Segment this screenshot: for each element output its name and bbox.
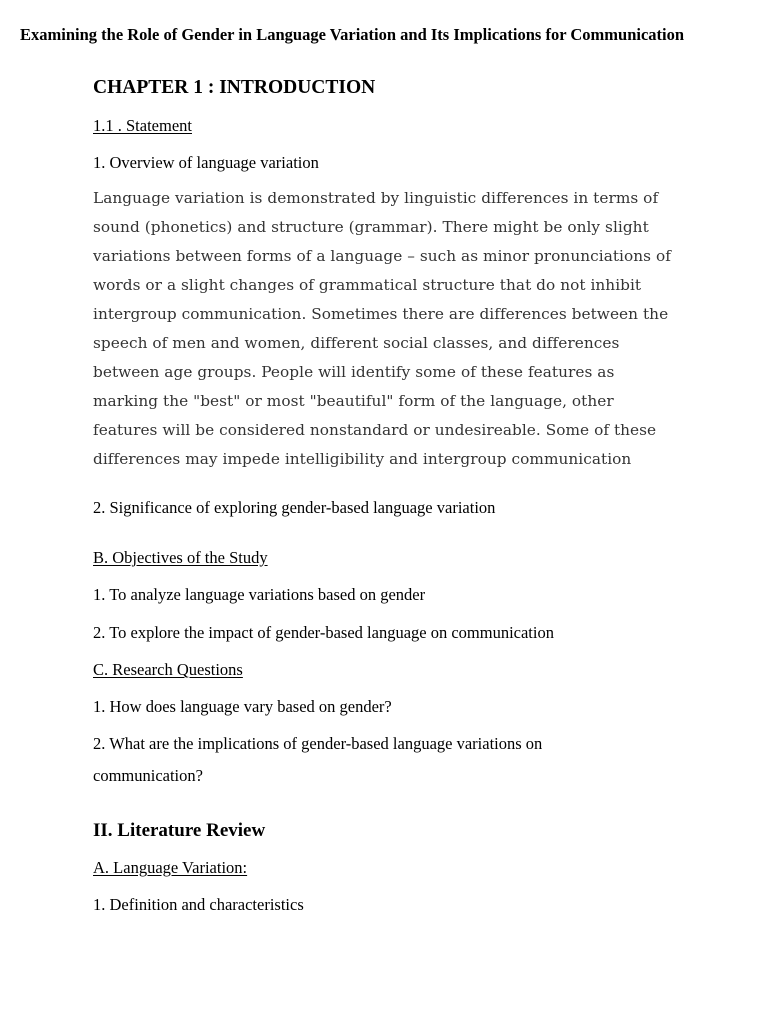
overview-paragraph [93, 184, 693, 474]
chapter-heading: CHAPTER 1 : INTRODUCTION [93, 77, 376, 98]
paragraph-line: marking the "best" or most "beautiful" form of the language, other [93, 392, 614, 410]
document-title: Examining the Role of Gender in Language Variation and Its Implications for Communication [20, 25, 685, 44]
question-line: 2. What are the implications of gender-based language variations on [93, 734, 543, 753]
paragraph-line: features will be considered nonstandard or undesireable. Some of these [93, 421, 657, 439]
overview-item: 1. Overview of language variation [93, 153, 319, 172]
question-line: communication? [93, 766, 203, 785]
paragraph-line: intergroup communication. Sometimes there are differences between the [93, 305, 669, 323]
paragraph-line: Language variation is demonstrated by linguistic differences in terms of [93, 189, 659, 207]
research-question-1: 1. How does language vary based on gender? [93, 697, 392, 716]
paragraph-line: variations between forms of a language – such as minor pronunciations of [93, 247, 671, 265]
paragraph-line: differences may impede intelligibility and intergroup communication [93, 450, 632, 468]
paragraph-line: between age groups. People will identify some of these features as [93, 363, 615, 381]
definition-item: 1. Definition and characteristics [93, 895, 304, 914]
paragraph-line: sound (phonetics) and structure (grammar). There might be only slight [93, 218, 649, 236]
research-questions-heading: C. Research Questions [93, 660, 243, 679]
research-question-2 [93, 728, 713, 792]
paragraph-line: words or a slight changes of grammatical structure that do not inhibit [93, 276, 642, 294]
objective-item-2: 2. To explore the impact of gender-based language on communication [93, 623, 554, 642]
language-variation-subheading: A. Language Variation: [93, 858, 248, 877]
significance-item: 2. Significance of exploring gender-based language variation [93, 498, 496, 517]
objectives-heading: B. Objectives of the Study [93, 548, 268, 567]
literature-review-heading: II. Literature Review [93, 820, 266, 841]
paragraph-line: speech of men and women, different social classes, and differences [93, 334, 620, 352]
objective-item-1: 1. To analyze language variations based on gender [93, 585, 426, 604]
statement-heading: 1.1 . Statement [93, 116, 192, 135]
